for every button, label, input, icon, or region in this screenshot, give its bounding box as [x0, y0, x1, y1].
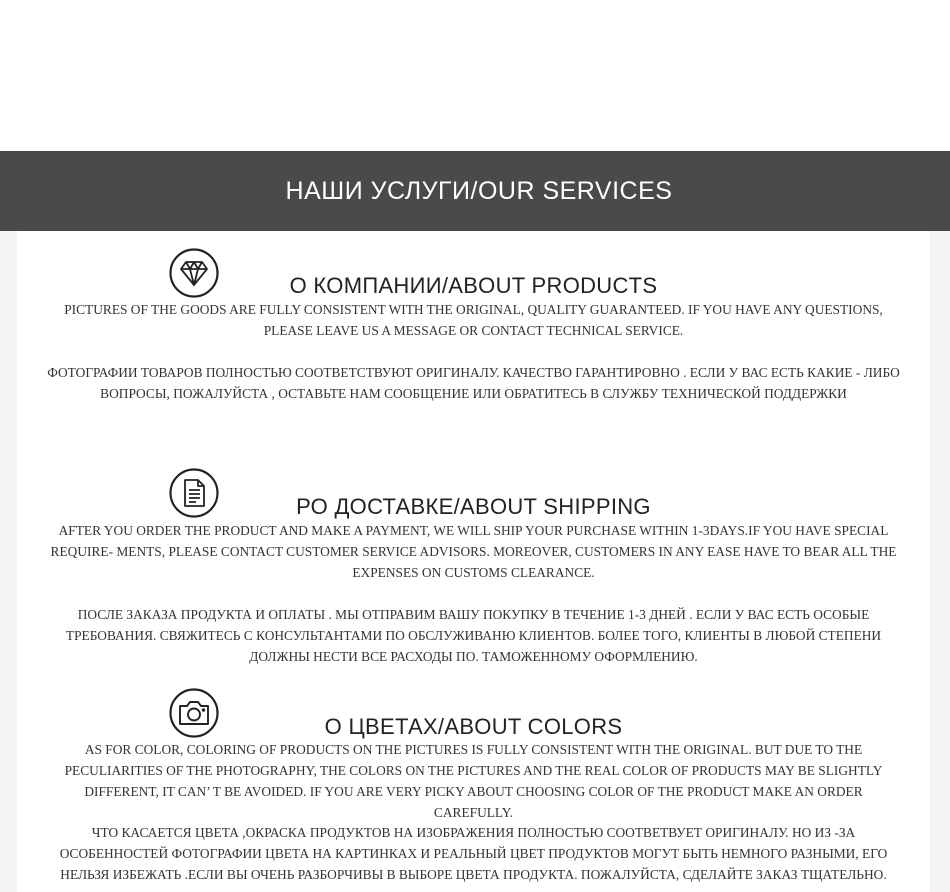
section-text-en: PICTURES OF THE GOODS ARE FULLY CONSISTENT WITH THE ORIGINAL, QUALITY GUARANTEED. IF YOU HAVE ANY QUESTIONS, PLEASE LEAVE US A MESSAGE OR CONTACT TECHNICAL SERVICE.: [64, 302, 883, 338]
services-banner: [0, 151, 950, 231]
top-blank-area: [0, 0, 950, 151]
section-about-shipping: [17, 457, 930, 683]
section-text-en: AS FOR COLOR, COLORING OF PRODUCTS ON THE PICTURES IS FULLY CONSISTENT WITH THE ORIGINAL. BUT DUE TO THE PECULIARITIES OF THE PHOTOGRAPHY, THE COLORS ON THE PICTURES AND THE REAL COLOR OF PRODUCTS MAY BE SLIGHTLY DIFFERENT, IT CAN’ T BE AVOIDED. IF YOU ARE VERY PICKY ABOUT CHOOSING COLOR OF THE PRODUCT MAKE AN ORDER CAREFULLY.: [64, 742, 883, 820]
section-text-ru: ЧТО КАСАЕТСЯ ЦВЕТА ,ОКРАСКА ПРОДУКТОВ НА ИЗОБРАЖЕНИЯ ПОЛНОСТЬЮ СООТВЕТВУЕТ ОРИГИНАЛУ. НО ИЗ -ЗА ОСОБЕННОСТЕЙ ФОТОГРАФИИ ЦВЕТА НА КАРТИНКАХ И РЕАЛЬНЫЙ ЦВЕТ ПРОДУКТОВ МОГУТ БЫТЬ НЕМНОГО РАЗНЫМИ, ЕГО НЕЛЬЗЯ ИЗБЕЖАТЬ .ЕСЛИ ВЫ ОЧЕНЬ РАЗБОРЧИВЫ В ВЫБОРЕ ЦВЕТА ПРОДУКТА. ПОЖАЛУЙСТА, СДЕЛАЙТЕ ЗАКАЗ ТЩАТЕЛЬНО.: [59, 825, 888, 882]
banner-title: НАШИ УСЛУГИ/OUR SERVICES: [285, 176, 673, 205]
section-about-products: [17, 231, 930, 457]
section-text-ru: ФОТОГРАФИИ ТОВАРОВ ПОЛНОСТЬЮ СООТВЕТСТВУЮТ ОРИГИНАЛУ. КАЧЕСТВО ГАРАНТИРОВНО . ЕСЛИ У ВАС ЕСТЬ КАКИЕ - ЛИБО ВОПРОСЫ, ПОЖАЛУЙСТА , ОСТАВЬТЕ НАМ СООБЩЕНИЕ ИЛИ ОБРАТИТЕСЬ В СЛУЖБУ ТЕХНИЧЕСКОЙ ПОДДЕРЖКИ: [47, 365, 900, 401]
section-title: О ЦВЕТАХ/ABOUT COLORS: [324, 714, 623, 739]
section-text-ru: ПОСЛЕ ЗАКАЗА ПРОДУКТА И ОПЛАТЫ . МЫ ОТПРАВИМ ВАШУ ПОКУПКУ В ТЕЧЕНИЕ 1-3 ДНЕЙ . ЕСЛИ У ВАС ЕСТЬ ОСОБЫЕ ТРЕБОВАНИЯ. СВЯЖИТЕСЬ С КОНСУЛЬТАНТАМИ ПО ОБСЛУЖИВАНЮ КЛИЕНТОВ. БОЛЕЕ ТОГО, КЛИЕНТЫ В ЛЮБОЙ СТЕПЕНИ ДОЛЖНЫ НЕСТИ ВСЕ РАСХОДЫ ПО. ТАМОЖЕННОМУ ОФОРМЛЕНИЮ.: [65, 607, 882, 664]
section-text-en: AFTER YOU ORDER THE PRODUCT AND MAKE A PAYMENT, WE WILL SHIP YOUR PURCHASE WITHIN 1-3DAYS.IF YOU HAVE SPECIAL REQUIRE- MENTS, PLEASE CONTACT CUSTOMER SERVICE ADVISORS. MOREOVER, CUSTOMERS IN ANY EASE HAVE TO BEAR ALL THE EXPENSES ON CUSTOMS CLEARANCE.: [50, 523, 897, 580]
section-about-colors: [17, 683, 930, 892]
section-title: РО ДОСТАВКЕ/ABOUT SHIPPING: [296, 494, 651, 519]
section-title: О КОМПАНИИ/ABOUT PRODUCTS: [289, 273, 658, 298]
